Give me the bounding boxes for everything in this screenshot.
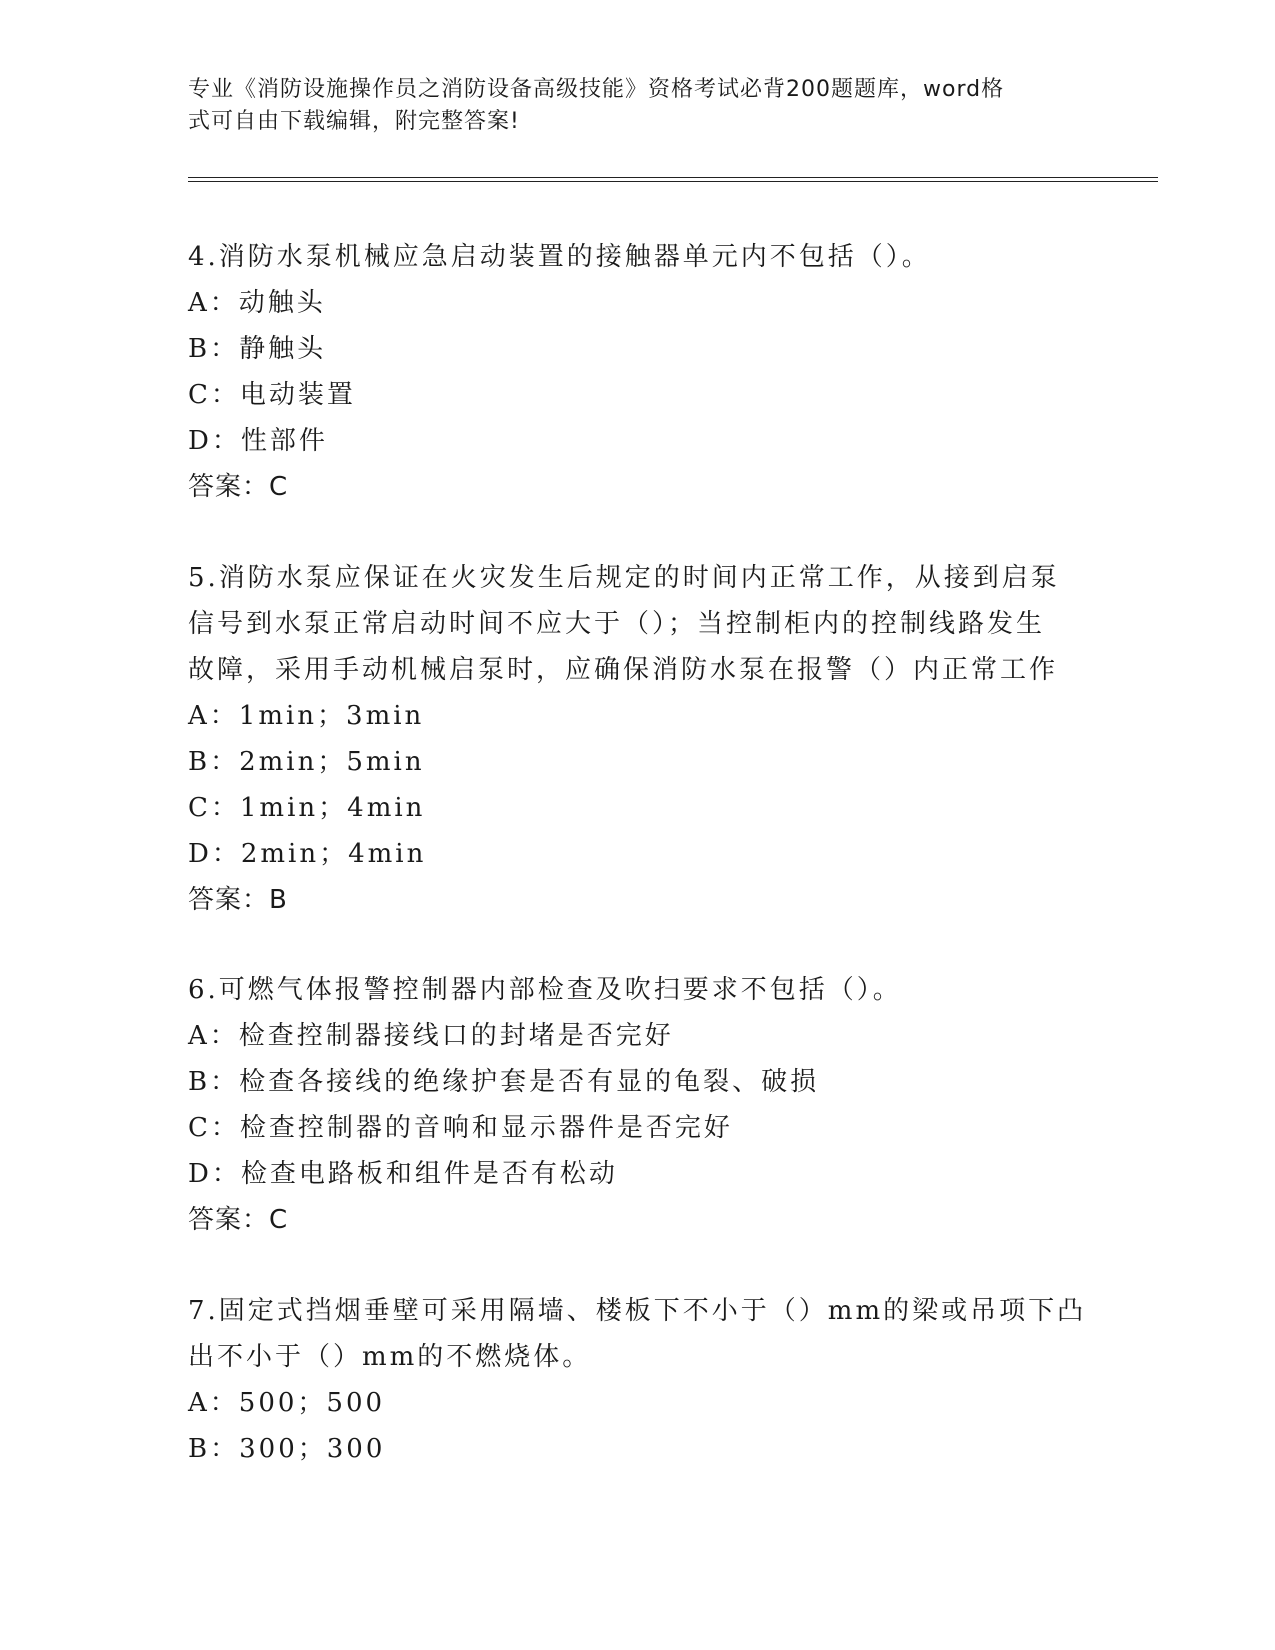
option-d: D：性部件 [188,426,328,456]
option-b: B：检查各接线的绝缘护套是否有显的龟裂、破损 [188,1067,820,1097]
question-text-line-2: 信号到水泵正常启动时间不应大于（）；当控制柜内的控制线路发生 [188,609,1046,639]
option-a: A：1min；3min [188,701,425,731]
option-c: C：1min；4min [188,793,426,823]
header-line-1: 专业《消防设施操作员之消防设备高级技能》资格考试必背200题题库，word格 [188,77,1005,102]
answer: 答案：C [188,472,289,502]
question-text: 4.消防水泵机械应急启动装置的接触器单元内不包括（）。 [188,242,931,272]
document-header [188,74,1068,138]
option-a: A：500；500 [188,1388,386,1418]
answer: 答案：C [188,1205,289,1235]
option-b: B：2min；5min [188,747,425,777]
answer: 答案：B [188,885,288,915]
question-7 [188,1288,1088,1472]
question-text-line-2: 出不小于（）mm的不燃烧体。 [188,1342,592,1372]
option-b: B：静触头 [188,334,327,364]
header-divider [188,177,1158,182]
option-d: D：检查电路板和组件是否有松动 [188,1159,618,1189]
header-line-2: 式可自由下载编辑，附完整答案! [188,109,520,134]
option-a: A：动触头 [188,288,326,318]
question-text-line-1: 7.固定式挡烟垂壁可采用隔墙、楼板下不小于（）mm的梁或吊项下凸 [188,1296,1087,1326]
question-5 [188,555,1088,923]
question-text-line-3: 故障，采用手动机械启泵时，应确保消防水泵在报警（）内正常工作 [188,655,1059,685]
option-a: A：检查控制器接线口的封堵是否完好 [188,1021,674,1051]
option-c: C：检查控制器的音响和显示器件是否完好 [188,1113,733,1143]
option-b: B：300；300 [188,1434,386,1464]
question-text-line-1: 5.消防水泵应保证在火灾发生后规定的时间内正常工作，从接到启泵 [188,563,1060,593]
option-c: C：电动装置 [188,380,356,410]
question-4 [188,234,1088,510]
option-d: D：2min；4min [188,839,427,869]
question-6 [188,967,1088,1243]
question-text: 6.可燃气体报警控制器内部检查及吹扫要求不包括（）。 [188,975,902,1005]
